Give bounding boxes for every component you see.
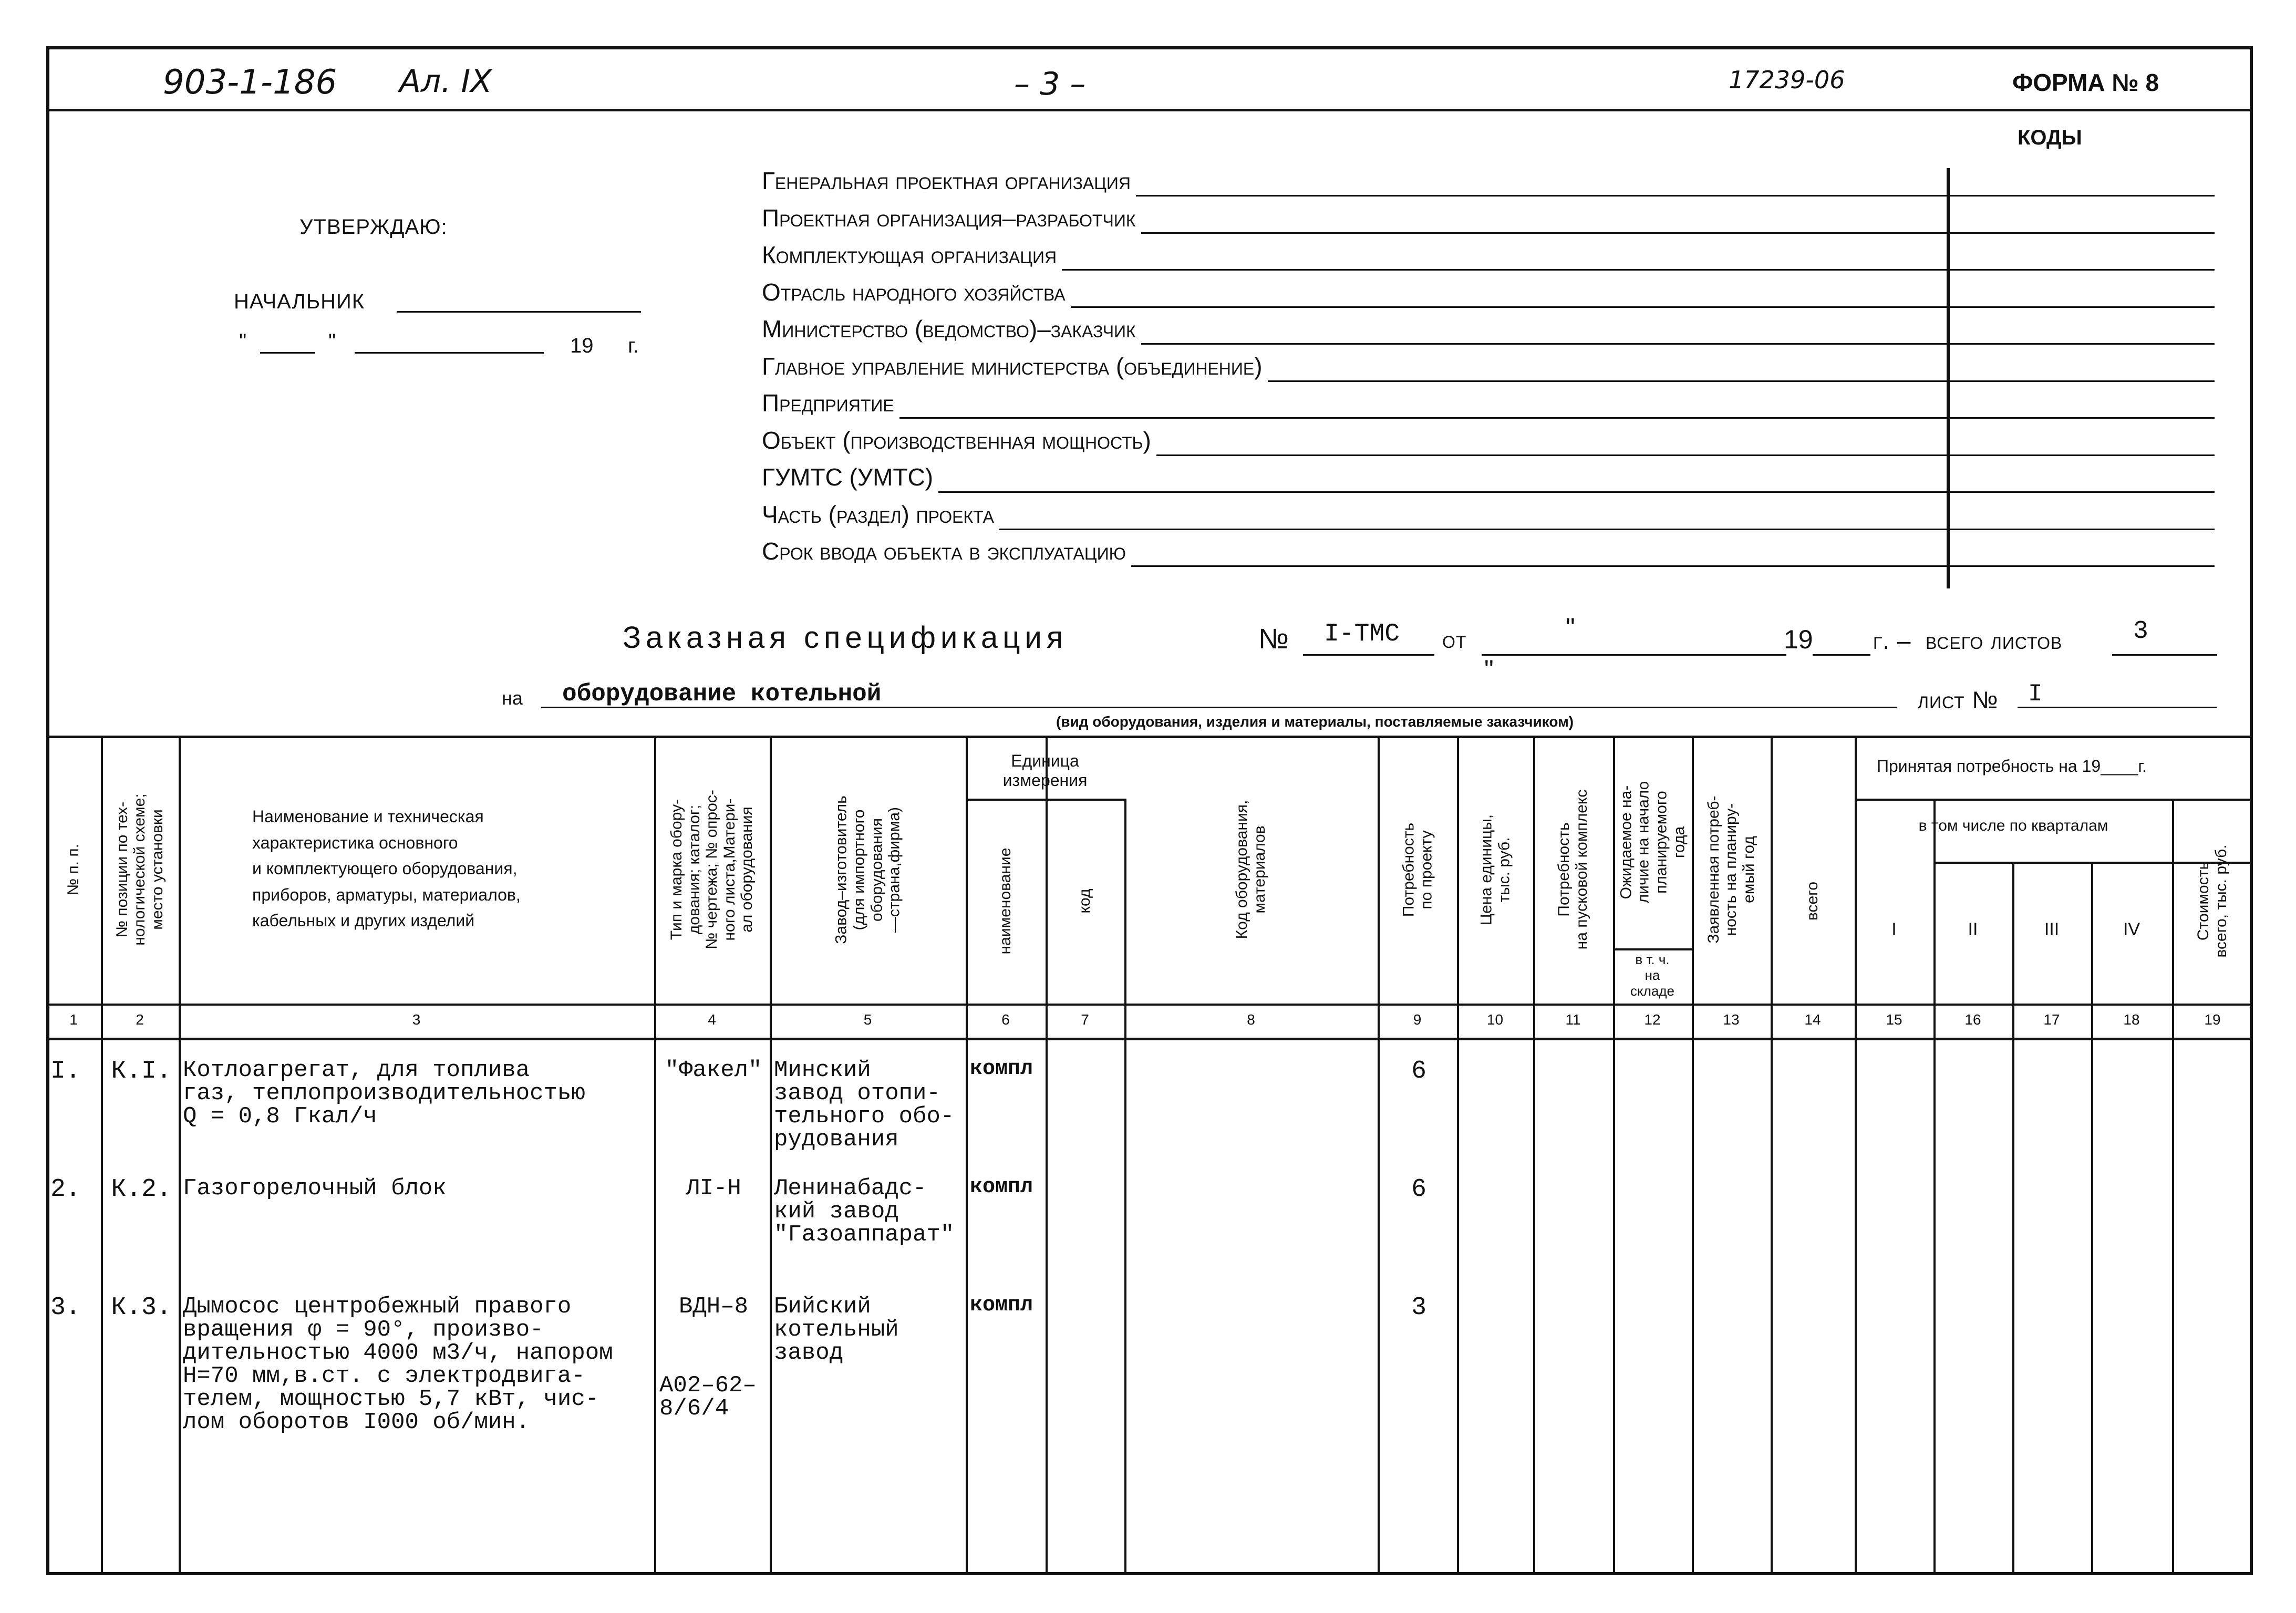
row-1-unit: компл [970,1057,1033,1081]
org-field-line-11[interactable] [1131,565,2215,567]
column-divider-15 [1933,799,1936,1575]
codes-label: КОДЫ [2018,126,2082,149]
header-bottom-border [46,1004,2253,1006]
header-expected-stock: Ожидаемое на- личие на начало планируемого года [1617,781,1688,903]
row-2-number: 2. [50,1175,81,1204]
spec-no-value: I-ТМС [1324,620,1400,648]
org-field-line-2[interactable] [1141,232,2215,234]
row-1-type: "Факел" [665,1057,762,1083]
org-field-line-7[interactable] [899,417,2215,419]
org-field-line-6[interactable] [1268,380,2215,382]
header-quarter-2: II [1968,919,1978,939]
column-number-17: 17 [2043,1011,2060,1028]
header-declared-need: Заявленная потреб- ность на планиру- емый год [1704,795,1757,944]
doc-code: 903-1-186 [163,63,337,102]
header-total: всего [1804,881,1822,921]
spec-total-line [2112,654,2217,656]
row-3-number: 3. [50,1294,81,1322]
stock-subheader-line [1613,948,1692,950]
column-number-1: 1 [69,1011,78,1028]
column-number-7: 7 [1081,1011,1089,1028]
org-field-label-8: Объект (производственная мощность) [762,426,1151,454]
column-number-2: 2 [136,1011,144,1028]
date-year-suffix: г. [628,334,639,357]
org-field-label-1: Генеральная проектная организация [762,167,1131,194]
date-quote-open: " [239,330,247,353]
row-1-maker: Минский завод отопи- тельного обо- рудования [774,1057,955,1153]
spec-equipment-line [541,707,1897,708]
header-quarter-4: IV [2123,919,2140,939]
column-number-14: 14 [1804,1011,1821,1028]
header-need-startup: Потребность на пусковой комплекс [1555,789,1590,950]
column-number-9: 9 [1413,1011,1422,1028]
date-quote-close: " [328,330,336,353]
column-number-15: 15 [1886,1011,1902,1028]
row-2-position: К.2. [111,1175,172,1204]
header-name: Наименование и техническая характеристика основного и комплектующего оборудования, приборов, арматуры, материалов, кабельных и других изделий [252,807,521,930]
spec-title: Заказная спецификация [623,621,1068,655]
column-number-6: 6 [1001,1011,1010,1028]
org-field-line-8[interactable] [1156,454,2215,456]
row-1-number: I. [50,1057,81,1085]
column-number-8: 8 [1247,1011,1255,1028]
row-2-name: Газогорелочный блок [183,1175,447,1202]
header-quarters: в том числе по кварталам [1918,817,2108,834]
org-field-label-4: Отрасль народного хозяйства [762,278,1066,306]
row-3-type: ВДН–8 [678,1294,749,1320]
column-divider-16 [2012,862,2014,1575]
header-accepted: Принятая потребность на 19____г. [1876,757,2147,776]
spec-equipment-type: оборудование котельной [562,680,882,708]
approve-label: УТВЕРЖДАЮ: [299,215,448,239]
form-label: ФОРМА № 8 [2012,69,2159,96]
row-2-unit: компл [970,1175,1033,1199]
date-month-line [355,352,544,354]
org-field-line-3[interactable] [1062,269,2215,271]
chief-signature-line [397,311,641,313]
spec-hint: (вид оборудования, изделия и материалы, поставляемые заказчиком) [1056,714,1574,730]
spec-quote-open: " [1566,613,1575,642]
row-3-maker: Бийский котельный завод [774,1294,899,1366]
header-need-project: Потребность по проекту [1399,822,1435,917]
column-number-12: 12 [1644,1011,1661,1028]
spec-year-prefix: 19 [1784,625,1813,654]
column-number-19: 19 [2204,1011,2221,1028]
header-quarter-3: III [2044,919,2060,939]
org-field-label-2: Проектная организация–разработчик [762,204,1136,232]
header-equipment-code: Код оборудования, материалов [1233,800,1268,939]
column-divider-17 [2091,862,2093,1575]
header-unit: Единица измерения [1002,751,1088,790]
spec-total-value: 3 [2133,617,2148,646]
header-type: Тип и марка обору- дования; каталог; № чертежа; № опрос- ного листа,Матери- ал оборудования [668,790,756,949]
org-field-label-3: Комплектующая организация [762,241,1057,268]
spec-sheet-label: лист № [1918,686,1999,714]
header-unit-name: наименование [997,847,1015,955]
column-number-5: 5 [863,1011,872,1028]
org-field-line-10[interactable] [999,529,2215,530]
album-number: Ал. IX [399,63,492,100]
org-field-line-1[interactable] [1136,195,2215,197]
header-maker: Завод–изготовитель (для импортного оборудования —страна,фирма) [832,795,903,944]
page-number: – 3 – [1014,66,1086,102]
column-number-13: 13 [1723,1011,1740,1028]
row-3-motor-type: А02–62– 8/6/4 [659,1372,757,1422]
date-day-line [260,352,315,354]
header-position: № позиции по тех- нологической схеме; место установки [113,793,166,946]
spec-sheet-value: I [2028,680,2043,708]
row-3-unit: компл [970,1294,1033,1317]
org-field-label-10: Часть (раздел) проекта [762,500,994,528]
row-1-position: К.I. [111,1057,172,1085]
row-1-name: Котлоагрегат, для топлива газ, теплопроизводительностью Q = 0,8 Гкал/ч [183,1057,585,1130]
column-divider-14 [1855,736,1857,1575]
header-row-number: № п. п. [65,844,82,896]
header-unit-price: Цена единицы, тыс. руб. [1477,814,1513,925]
column-number-11: 11 [1565,1011,1581,1028]
spec-total-label: всего листов [1926,627,2063,654]
spec-no-label: № [1258,623,1289,655]
row-3-name: Дымосос центробежный правого вращения φ = 90°, произво- дительностью 4000 м3/ч, напором Н=70 мм,в.ст. с электродвига- телем, мощностью 5,7 кВт, чис- лом оборотов I000 об/мин. [183,1294,613,1435]
column-number-4: 4 [708,1011,716,1028]
org-field-line-4[interactable] [1071,306,2215,308]
row-1-quantity: 6 [1411,1057,1426,1085]
org-field-label-11: Срок ввода объекта в эксплуатацию [762,537,1126,565]
org-field-label-5: Министерство (ведомство)–заказчик [762,315,1136,343]
codes-divider [1947,168,1950,588]
header-unit-code: код [1076,888,1094,914]
column-number-16: 16 [1964,1011,1981,1028]
chief-label: НАЧАЛЬНИК [234,290,365,313]
column-number-3: 3 [412,1011,421,1028]
spec-quote-close: " [1484,655,1494,684]
row-3-position: К.3. [111,1294,172,1322]
header-quarter-1: I [1891,919,1897,939]
spec-year-suffix: г. – [1873,627,1911,654]
header-in-warehouse: в т. ч. на складе [1630,952,1674,999]
spec-sheet-line [2018,707,2217,708]
spec-date-line [1482,654,1786,656]
org-field-label-6: Главное управление министерства (объединение) [762,352,1263,380]
row-2-quantity: 6 [1411,1175,1426,1204]
column-number-10: 10 [1486,1011,1504,1028]
archive-number: 17239-06 [1729,66,1845,94]
header-cost: Стоимость всего, тыс. руб. [2195,844,2230,958]
date-year-prefix: 19 [570,334,594,357]
spec-on-label: на [502,687,523,709]
row-2-maker: Ленинабадс- кий завод "Газоаппарат" [774,1175,955,1248]
org-field-line-9[interactable] [938,491,2215,493]
org-field-line-5[interactable] [1141,343,2215,345]
column-number-18: 18 [2123,1011,2140,1028]
org-field-label-9: ГУМТС (УМТС) [762,463,934,491]
spec-from-label: от [1442,626,1467,653]
row-2-type: ЛI-Н [686,1175,741,1202]
org-field-label-7: Предприятие [762,389,894,417]
number-row-bottom-border [46,1038,2253,1040]
spec-no-line [1303,654,1434,656]
spec-year-line [1813,654,1870,656]
top-bar [46,46,2253,111]
row-3-quantity: 3 [1411,1294,1426,1322]
